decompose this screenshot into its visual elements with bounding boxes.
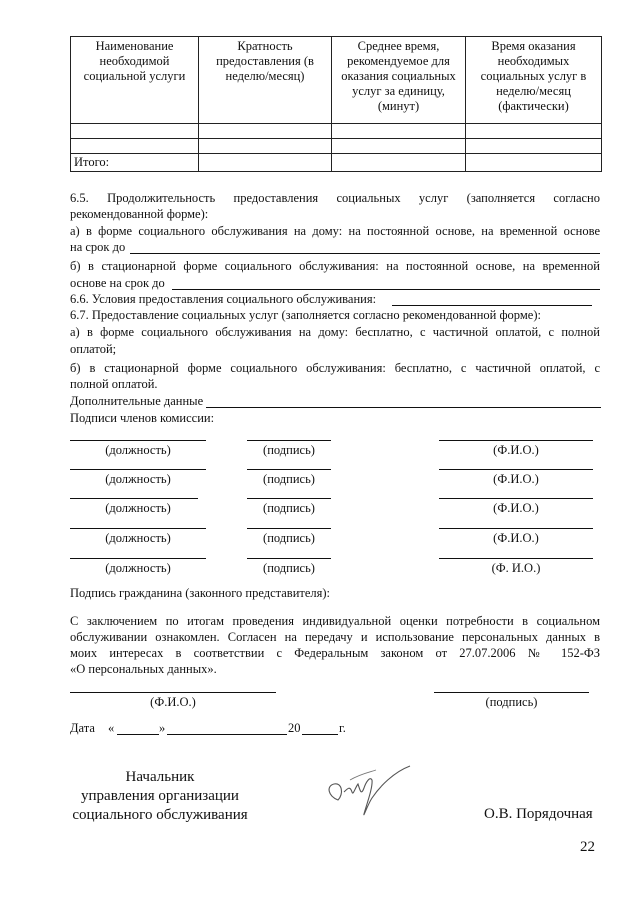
fio-line[interactable]: [439, 469, 593, 470]
s65-heading: 6.5. Продолжительность предоставления социальных услуг (заполняется согласно: [70, 191, 600, 205]
consent-line-3: моих интересах в соответствии с Федеральным законом от 27.07.2006 № 152-ФЗ: [70, 646, 600, 660]
fio-caption: (Ф. И.О.): [491, 561, 541, 575]
fio-caption: (Ф.И.О.): [493, 472, 539, 486]
signature-line[interactable]: [247, 469, 331, 470]
signature-line[interactable]: [247, 498, 331, 499]
position-line[interactable]: [70, 469, 206, 470]
position-line[interactable]: [70, 528, 206, 529]
date-open-quote: «: [108, 721, 115, 735]
s67-option-a-cont: оплатой;: [70, 342, 117, 356]
total-row: [71, 154, 602, 172]
position-caption: (должность): [105, 531, 171, 545]
fio-line[interactable]: [439, 498, 593, 499]
s67-option-b: б) в стационарной форме социального обслуживания: бесплатно, с частичной оплатой, с: [70, 361, 600, 375]
citizen-signature-caption: (подпись): [485, 695, 538, 709]
header-average-time: Среднее время, рекомендуемое для оказания социальных услуг за единицу, (минут): [332, 37, 466, 124]
page-number: 22: [580, 839, 595, 855]
fio-line[interactable]: [439, 528, 593, 529]
citizen-fio-line[interactable]: [70, 692, 276, 693]
fio-caption: (Ф.И.О.): [493, 531, 539, 545]
table-row: [71, 124, 602, 139]
date-close-quote: »: [159, 721, 166, 735]
total-label: Итого:: [71, 154, 199, 172]
header-actual-time: Время оказания необходимых социальных услуг в неделю/месяц (фактически): [466, 37, 602, 124]
position-caption: (должность): [105, 561, 171, 575]
fio-caption: (Ф.И.О.): [493, 443, 539, 457]
commission-title: Подписи членов комиссии:: [70, 411, 215, 425]
s65-option-a-term: на срок до: [70, 240, 126, 254]
chief-title-line-3: социального обслуживания: [72, 807, 248, 823]
table-row: [71, 139, 602, 154]
signature-caption: (подпись): [263, 443, 315, 457]
s66-conditions-field[interactable]: [392, 305, 592, 306]
s65-option-b: б) в стационарной форме социального обслуживания: на постоянной основе, на временной: [70, 259, 600, 273]
citizen-signature-title: Подпись гражданина (законного представителя):: [70, 586, 331, 600]
s65-option-a: а) в форме социального обслуживания на дому: на постоянной основе, на временной основе: [70, 224, 600, 238]
position-caption: (должность): [105, 501, 171, 515]
header-frequency: Кратность предоставления (в неделю/месяц): [199, 37, 332, 124]
signature-caption: (подпись): [263, 501, 315, 515]
chief-title-line-1: Начальник: [125, 769, 195, 785]
signature-caption: (подпись): [263, 472, 315, 486]
signature-caption: (подпись): [263, 561, 315, 575]
signature-line[interactable]: [247, 558, 331, 559]
additional-data-label: Дополнительные данные: [70, 394, 204, 408]
fio-line[interactable]: [439, 440, 593, 441]
s67-option-a: а) в форме социального обслуживания на дому: бесплатно, с частичной оплатой, с полной: [70, 325, 600, 339]
s65-a-term-field[interactable]: [130, 253, 600, 254]
consent-line-2: обслуживании ознакомлен. Согласен на передачу и использование персональных данных в: [70, 630, 600, 644]
signature-line[interactable]: [247, 440, 331, 441]
s65-b-term-field[interactable]: [172, 289, 600, 290]
header-service-name: Наименование необходимой социальной услуги: [71, 37, 199, 124]
s65-option-b-term: основе на срок до: [70, 276, 165, 290]
handwritten-signature: [320, 758, 415, 818]
signature-line[interactable]: [247, 528, 331, 529]
fio-line[interactable]: [439, 558, 593, 559]
date-day-field[interactable]: [117, 734, 159, 735]
additional-data-field[interactable]: [206, 407, 601, 408]
signature-caption: (подпись): [263, 531, 315, 545]
services-table: [70, 36, 602, 172]
date-year-field[interactable]: [302, 734, 338, 735]
s65-heading-cont: рекомендованной форме):: [70, 207, 209, 221]
consent-line-1: С заключением по итогам проведения индивидуальной оценки потребности в социальном: [70, 614, 600, 628]
position-line[interactable]: [70, 440, 206, 441]
fio-caption: (Ф.И.О.): [493, 501, 539, 515]
position-caption: (должность): [105, 472, 171, 486]
date-year-suffix: г.: [339, 721, 346, 735]
position-line[interactable]: [70, 558, 206, 559]
citizen-signature-line[interactable]: [434, 692, 589, 693]
s66-conditions: 6.6. Условия предоставления социального обслуживания:: [70, 292, 377, 306]
consent-line-4: «О персональных данных».: [70, 662, 217, 676]
chief-name: О.В. Порядочная: [484, 806, 593, 822]
citizen-fio-caption: (Ф.И.О.): [150, 695, 196, 709]
position-caption: (должность): [105, 443, 171, 457]
date-label: Дата: [70, 721, 95, 735]
s67-heading: 6.7. Предоставление социальных услуг (заполняется согласно рекомендованной форме):: [70, 308, 541, 322]
position-line[interactable]: [70, 498, 198, 499]
chief-title-line-2: управления организации: [81, 788, 239, 804]
date-year-prefix: 20: [288, 721, 301, 735]
date-month-field[interactable]: [167, 734, 287, 735]
s67-option-b-cont: полной оплатой.: [70, 377, 158, 391]
